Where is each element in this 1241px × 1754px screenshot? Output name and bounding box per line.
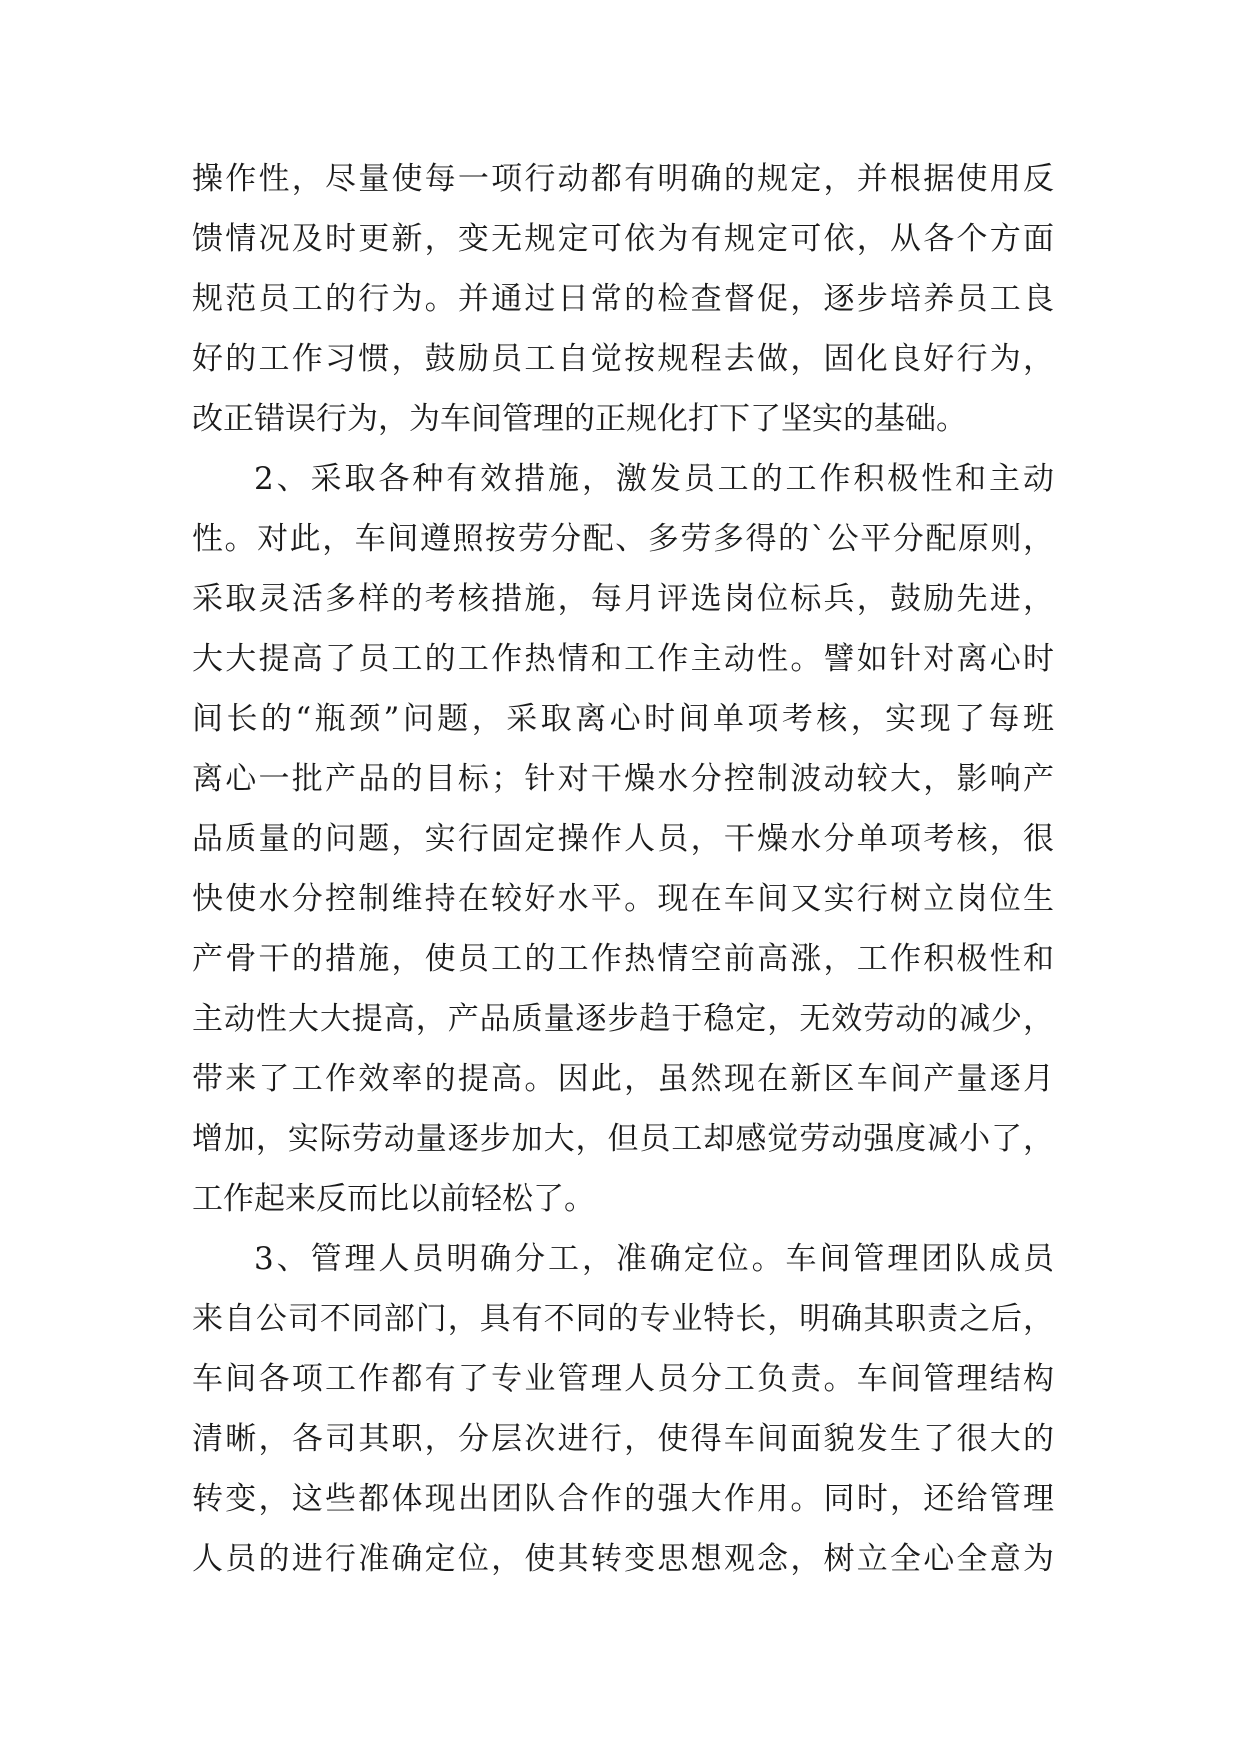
text-line: 清晰，各司其职，分层次进行，使得车间面貌发生了很大的 — [192, 1421, 1054, 1457]
text-line: 规范员工的行为。并通过日常的检查督促，逐步培养员工良 — [192, 281, 1054, 317]
text-line: 采取灵活多样的考核措施，每月评选岗位标兵，鼓励先进， — [192, 581, 1054, 617]
text-line: 性。对此，车间遵照按劳分配、多劳多得的`公平分配原则， — [192, 521, 1054, 557]
text-line: 车间各项工作都有了专业管理人员分工负责。车间管理结构 — [192, 1361, 1054, 1397]
text-line: 来自公司不同部门，具有不同的专业特长，明确其职责之后， — [192, 1301, 1054, 1337]
text-line: 主动性大大提高，产品质量逐步趋于稳定，无效劳动的减少， — [192, 1001, 1054, 1037]
text-line: 带来了工作效率的提高。因此，虽然现在新区车间产量逐月 — [192, 1061, 1054, 1097]
text-line: 转变，这些都体现出团队合作的强大作用。同时，还给管理 — [192, 1481, 1054, 1517]
text-line: 增加，实际劳动量逐步加大，但员工却感觉劳动强度减小了， — [192, 1121, 1054, 1157]
text-line: 产骨干的措施，使员工的工作热情空前高涨，工作积极性和 — [192, 941, 1054, 977]
text-line: 间长的“瓶颈”问题，采取离心时间单项考核，实现了每班 — [192, 701, 1054, 737]
paragraph-2-first-line: 2、采取各种有效措施，激发员工的工作积极性和主动 — [254, 461, 1054, 497]
text-line: 大大提高了员工的工作热情和工作主动性。譬如针对离心时 — [192, 641, 1054, 677]
document-body — [192, 149, 1054, 1589]
text-line: 快使水分控制维持在较好水平。现在车间又实行树立岗位生 — [192, 881, 1054, 917]
text-line: 人员的进行准确定位，使其转变思想观念，树立全心全意为 — [192, 1541, 1054, 1577]
text-line: 馈情况及时更新，变无规定可依为有规定可依，从各个方面 — [192, 221, 1054, 257]
paragraph-3-first-line: 3、管理人员明确分工，准确定位。车间管理团队成员 — [254, 1241, 1054, 1277]
text-line: 离心一批产品的目标；针对干燥水分控制波动较大，影响产 — [192, 761, 1054, 797]
text-line: 改正错误行为，为车间管理的正规化打下了坚实的基础。 — [192, 401, 967, 437]
text-line: 品质量的问题，实行固定操作人员，干燥水分单项考核，很 — [192, 821, 1054, 857]
text-line: 操作性，尽量使每一项行动都有明确的规定，并根据使用反 — [192, 161, 1054, 197]
text-line: 工作起来反而比以前轻松了。 — [192, 1181, 595, 1217]
text-line: 好的工作习惯，鼓励员工自觉按规程去做，固化良好行为， — [192, 341, 1054, 377]
